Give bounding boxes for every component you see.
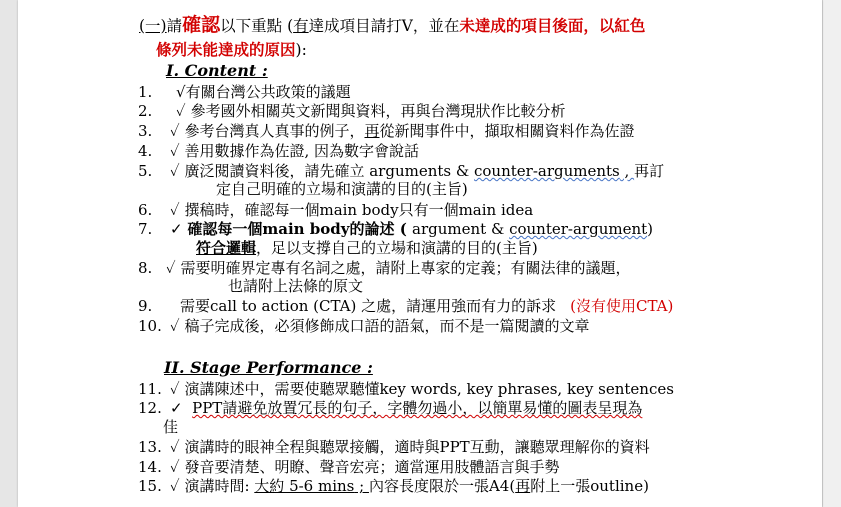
item-text: 內容長度限於一張A4(: [368, 477, 516, 495]
item-text: 從新聞事件中，擷取相關資料作為佐證: [379, 122, 635, 140]
check-icon: ✓: [170, 438, 180, 456]
list-item-5: [170, 162, 664, 181]
list-item-12: [170, 399, 642, 418]
list-item-1: [176, 83, 351, 102]
list-item-10: [170, 317, 589, 336]
intro-line-1: [139, 16, 645, 36]
check-icon: ✓: [170, 122, 180, 140]
item-text: 附上一張outline): [530, 477, 649, 495]
check-icon: ✓: [170, 220, 183, 238]
item-text-underlined: ;: [354, 477, 369, 495]
check-icon: ✓: [166, 259, 176, 277]
list-item-12-cont: 佳: [163, 418, 179, 436]
list-item-15: [170, 477, 649, 496]
list-item-7-cont: [196, 239, 538, 258]
list-item-8: [166, 259, 630, 278]
item-text: 演講時的眼神全程與聽眾接觸，適時與PPT互動，讓聽眾理解你的資料: [184, 438, 650, 456]
list-item-9: [180, 297, 673, 316]
check-icon: ✓: [170, 477, 180, 495]
intro-text-points: 以下重點 (: [220, 17, 294, 35]
item-number: 1.: [138, 83, 153, 101]
item-text-wavy-red: PPT請避免放置冗長的句子，字體勿過小，以簡單易懂的圖表呈現為: [192, 399, 643, 417]
item-text: argument &: [412, 220, 510, 238]
item-number: 11.: [138, 380, 162, 398]
intro-red-instruction: 未達成的項目後面，以紅色: [459, 16, 646, 35]
item-text: 參考台灣真人真事的例子，: [184, 122, 365, 140]
check-icon: ✓: [170, 162, 180, 180]
item-text-underlined: 再: [364, 122, 380, 140]
item-text: 演講陳述中，需要使聽眾聽懂key words, key phrases, key sentences: [184, 380, 674, 398]
item-number: 12.: [138, 399, 162, 417]
item-text: 需要明確界定專有名詞之處，請附上專家的定義；有關法律的議題，: [180, 259, 631, 277]
item-number: 9.: [138, 297, 153, 315]
intro-prefix: (一): [139, 17, 167, 35]
list-item-3: [170, 122, 635, 141]
check-icon: ✓: [176, 102, 186, 120]
item-number: 6.: [138, 201, 153, 219]
intro-line2-end: ):: [295, 41, 307, 59]
list-item-2: [176, 102, 565, 121]
item-text-bold-underlined: 符合邏輯: [196, 239, 257, 257]
check-icon: ✓: [170, 458, 180, 476]
document-page: [18, 0, 822, 507]
item-text-wavy: counter-argument: [509, 220, 648, 238]
item-number: 14.: [138, 458, 162, 476]
content-heading: I. Content :: [166, 61, 268, 80]
item-text-wavy: counter-arguments: [474, 162, 620, 180]
item-number: 7.: [138, 220, 153, 238]
item-text: 有關台灣公共政策的議題: [185, 83, 351, 101]
list-item-5-cont: 定自己明確的立場和演講的目的(主旨): [216, 180, 468, 198]
item-text-wavy: ,: [619, 162, 635, 180]
check-icon: √: [176, 83, 186, 101]
intro-confirm: 確認: [182, 14, 221, 36]
list-item-6: [170, 201, 533, 220]
item-number: 13.: [138, 438, 162, 456]
intro-red-reason: 條列未能達成的原因: [156, 40, 296, 59]
item-number: 10.: [138, 317, 162, 335]
item-text: 再訂: [634, 162, 665, 180]
item-text-bold: 確認每一個main body的論述 (: [187, 220, 413, 238]
item-text: ): [647, 220, 654, 238]
item-number: 15.: [138, 477, 162, 495]
item-text: 演講時間:: [184, 477, 255, 495]
list-item-13: [170, 438, 650, 457]
list-item-8-cont: 也請附上法條的原文: [228, 277, 364, 295]
intro-text-please: 請: [166, 17, 183, 35]
check-icon: ✓: [170, 142, 180, 160]
item-text-underlined: 再: [515, 477, 531, 495]
intro-text-checkv: 達成項目請打V，並在: [308, 17, 460, 35]
stage-heading: II. Stage Performance :: [164, 358, 373, 377]
item-text: 稿子完成後，必須修飾成口語的語氣，而不是一篇閱讀的文章: [184, 317, 590, 335]
item-number: 5.: [138, 162, 153, 180]
list-item-4: [170, 142, 419, 161]
item-text: 善用數據作為佐證, 因為數字會說話: [184, 142, 420, 160]
item-text: 發音要清楚、明瞭、聲音宏亮；適當運用肢體語言與手勢: [184, 458, 560, 476]
item-text: 參考國外相關英文新聞與資料，再與台灣現狀作比較分析: [190, 102, 566, 120]
item-number: 8.: [138, 259, 153, 277]
item-text: 需要call to action (CTA) 之處，請運用強而有力的訴求: [180, 297, 557, 315]
item-text: ，足以支撐自己的立場和演講的目的(主旨): [256, 239, 538, 257]
check-icon: ✓: [170, 201, 180, 219]
intro-line-2: [156, 40, 307, 60]
check-icon: ✓: [170, 317, 180, 335]
list-item-14: [170, 458, 559, 477]
list-item-7: [170, 220, 653, 239]
check-icon: ✓: [170, 399, 183, 417]
item-red-note: (沒有使用CTA): [570, 297, 674, 315]
item-text: 撰稿時，確認每一個main body只有一個main idea: [184, 201, 534, 219]
check-icon: ✓: [170, 380, 180, 398]
item-number: 3.: [138, 122, 153, 140]
intro-text-have: 有: [293, 17, 309, 35]
item-number: 2.: [138, 102, 153, 120]
item-number: 4.: [138, 142, 153, 160]
item-text-underlined: 大約 5-6 mins: [254, 477, 355, 495]
item-text: 廣泛閱讀資料後，請先確立 arguments &: [184, 162, 474, 180]
scrollbar-track[interactable]: [822, 0, 841, 507]
list-item-11: [170, 380, 674, 399]
